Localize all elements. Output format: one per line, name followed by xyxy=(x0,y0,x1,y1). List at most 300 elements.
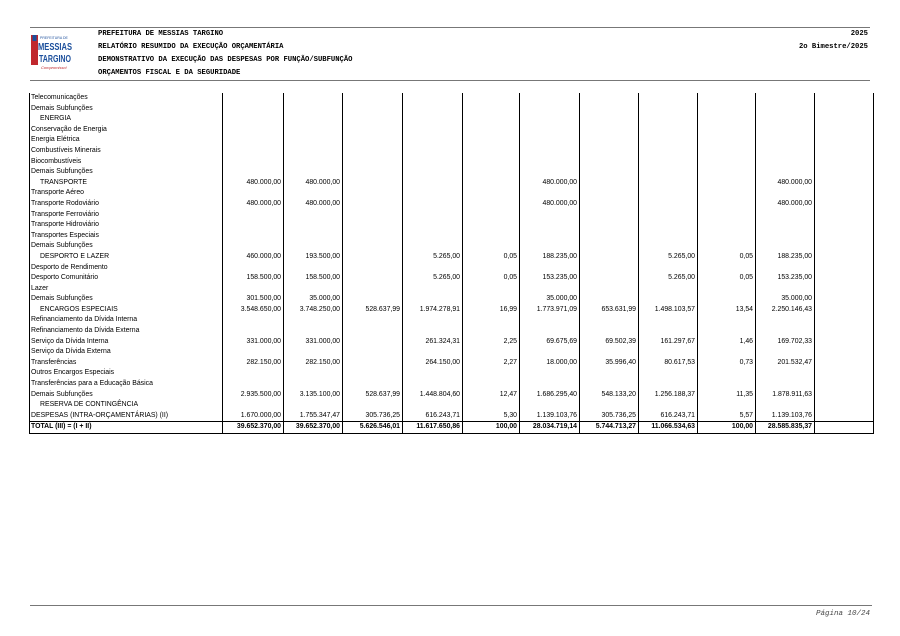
logo-text-targino: TARGINO xyxy=(39,54,72,65)
row-value: 11,35 xyxy=(698,390,756,401)
row-value xyxy=(403,125,463,136)
row-value xyxy=(284,241,343,252)
row-value xyxy=(698,188,756,199)
row-value xyxy=(639,125,698,136)
row-label: Conservação de Energia xyxy=(30,125,223,136)
row-label: ENCARGOS ESPECIAIS xyxy=(30,305,223,316)
row-value xyxy=(343,379,403,390)
row-value xyxy=(403,379,463,390)
row-value: 0,05 xyxy=(463,273,520,284)
row-value xyxy=(403,315,463,326)
row-value xyxy=(520,114,580,125)
row-value: 480.000,00 xyxy=(520,199,580,210)
table-row xyxy=(30,284,874,295)
row-value xyxy=(520,379,580,390)
row-value: 69.502,39 xyxy=(580,337,639,348)
row-value xyxy=(756,114,815,125)
row-value: 153.235,00 xyxy=(756,273,815,284)
row-value xyxy=(698,231,756,242)
row-value: 35.000,00 xyxy=(284,294,343,305)
row-value: 201.532,47 xyxy=(756,358,815,369)
row-value xyxy=(520,263,580,274)
row-value: 282.150,00 xyxy=(284,358,343,369)
row-value xyxy=(403,241,463,252)
row-value xyxy=(698,167,756,178)
row-value: 1.498.103,57 xyxy=(639,305,698,316)
row-value xyxy=(815,220,874,231)
row-value xyxy=(223,167,284,178)
row-value xyxy=(756,231,815,242)
header-top-rule xyxy=(30,27,870,28)
row-value xyxy=(815,252,874,263)
row-value: 2.250.146,43 xyxy=(756,305,815,316)
row-value xyxy=(580,241,639,252)
row-value xyxy=(815,263,874,274)
row-value xyxy=(639,379,698,390)
row-label: Serviço da Dívida Externa xyxy=(30,347,223,358)
row-value xyxy=(463,210,520,221)
row-value xyxy=(756,220,815,231)
row-value xyxy=(639,199,698,210)
row-value xyxy=(520,220,580,231)
row-value xyxy=(698,284,756,295)
row-value xyxy=(343,114,403,125)
budget-scope: ORÇAMENTOS FISCAL E DA SEGURIDADE xyxy=(98,69,241,77)
row-value xyxy=(463,125,520,136)
row-value: 2,27 xyxy=(463,358,520,369)
row-value: 188.235,00 xyxy=(520,252,580,263)
row-value: 35.000,00 xyxy=(756,294,815,305)
row-value xyxy=(284,284,343,295)
municipality-logo xyxy=(31,31,73,73)
row-value xyxy=(403,178,463,189)
row-value: 480.000,00 xyxy=(284,199,343,210)
row-value xyxy=(698,263,756,274)
row-value xyxy=(284,368,343,379)
row-value: 5,30 xyxy=(463,411,520,422)
row-value xyxy=(463,146,520,157)
row-value xyxy=(463,220,520,231)
row-value xyxy=(223,157,284,168)
row-value xyxy=(403,231,463,242)
row-value: 1.755.347,47 xyxy=(284,411,343,422)
row-value xyxy=(698,178,756,189)
row-value xyxy=(284,146,343,157)
row-value xyxy=(343,241,403,252)
row-value xyxy=(343,125,403,136)
row-value xyxy=(698,135,756,146)
logo-text-slogan: Compromisso! xyxy=(41,65,67,70)
row-value xyxy=(403,135,463,146)
row-label: Combustíveis Minerais xyxy=(30,146,223,157)
row-value xyxy=(756,188,815,199)
row-value xyxy=(698,315,756,326)
row-value xyxy=(343,252,403,263)
row-value xyxy=(284,114,343,125)
row-value xyxy=(403,146,463,157)
row-value xyxy=(580,294,639,305)
row-value xyxy=(815,294,874,305)
row-value xyxy=(815,167,874,178)
row-value xyxy=(698,210,756,221)
row-value xyxy=(463,284,520,295)
table-body xyxy=(30,93,874,434)
row-value: 301.500,00 xyxy=(223,294,284,305)
row-value xyxy=(520,93,580,104)
row-label: Lazer xyxy=(30,284,223,295)
row-label: TOTAL (III) = (I + II) xyxy=(30,422,223,434)
row-value: 1.139.103,76 xyxy=(520,411,580,422)
table-row xyxy=(30,167,874,178)
table-row xyxy=(30,157,874,168)
row-label: Transferências para a Educação Básica xyxy=(30,379,223,390)
row-value xyxy=(580,125,639,136)
row-value xyxy=(343,337,403,348)
row-value xyxy=(223,379,284,390)
row-value xyxy=(815,157,874,168)
row-value xyxy=(343,210,403,221)
row-value xyxy=(580,167,639,178)
row-value xyxy=(463,326,520,337)
row-value xyxy=(463,263,520,274)
row-value: 1.448.804,60 xyxy=(403,390,463,401)
row-value xyxy=(815,411,874,422)
row-value xyxy=(520,167,580,178)
row-value xyxy=(463,167,520,178)
table-row xyxy=(30,347,874,358)
row-value: 0,73 xyxy=(698,358,756,369)
table-row xyxy=(30,104,874,115)
row-value xyxy=(756,368,815,379)
row-value xyxy=(343,273,403,284)
row-value xyxy=(639,315,698,326)
row-value: 158.500,00 xyxy=(284,273,343,284)
table-row xyxy=(30,337,874,348)
row-value xyxy=(580,284,639,295)
row-value xyxy=(223,263,284,274)
row-value: 1,46 xyxy=(698,337,756,348)
row-value xyxy=(580,135,639,146)
row-value xyxy=(698,347,756,358)
row-value xyxy=(580,114,639,125)
table-row xyxy=(30,400,874,411)
row-value xyxy=(343,326,403,337)
row-value xyxy=(698,157,756,168)
row-value xyxy=(343,294,403,305)
row-value xyxy=(343,231,403,242)
logo-text-messias: MESSIAS xyxy=(38,42,73,53)
row-value: 2.935.500,00 xyxy=(223,390,284,401)
row-value xyxy=(815,358,874,369)
row-value xyxy=(698,125,756,136)
row-value xyxy=(223,284,284,295)
row-value: 39.652.370,00 xyxy=(223,422,284,434)
row-value xyxy=(463,368,520,379)
row-value xyxy=(580,220,639,231)
row-value xyxy=(639,178,698,189)
row-value: 548.133,20 xyxy=(580,390,639,401)
row-value: 188.235,00 xyxy=(756,252,815,263)
row-value xyxy=(223,241,284,252)
table-row xyxy=(30,326,874,337)
row-value: 653.631,99 xyxy=(580,305,639,316)
row-value xyxy=(463,199,520,210)
row-label: Demais Subfunções xyxy=(30,104,223,115)
row-value xyxy=(580,231,639,242)
row-value xyxy=(463,347,520,358)
row-value xyxy=(698,220,756,231)
row-value xyxy=(580,326,639,337)
table-row xyxy=(30,305,874,316)
row-value: 480.000,00 xyxy=(756,199,815,210)
row-label: Serviço da Dívida Interna xyxy=(30,337,223,348)
row-value xyxy=(815,315,874,326)
row-value xyxy=(343,146,403,157)
row-value: 1.773.971,09 xyxy=(520,305,580,316)
row-value xyxy=(639,368,698,379)
page-number: Página 10/24 xyxy=(815,610,870,618)
table-row xyxy=(30,263,874,274)
row-value: 16,99 xyxy=(463,305,520,316)
row-value xyxy=(223,125,284,136)
row-value xyxy=(520,347,580,358)
row-value xyxy=(639,114,698,125)
row-value: 480.000,00 xyxy=(284,178,343,189)
row-value: 5.265,00 xyxy=(639,273,698,284)
row-label: Refinanciamento da Dívida Interna xyxy=(30,315,223,326)
row-value xyxy=(756,157,815,168)
row-label: Biocombustíveis xyxy=(30,157,223,168)
row-value xyxy=(403,294,463,305)
row-value xyxy=(284,315,343,326)
row-value xyxy=(223,135,284,146)
table-row xyxy=(30,178,874,189)
row-value xyxy=(815,188,874,199)
row-value xyxy=(284,93,343,104)
row-value xyxy=(223,188,284,199)
row-value xyxy=(815,368,874,379)
row-value xyxy=(520,210,580,221)
row-value xyxy=(639,400,698,411)
row-value: 18.000,00 xyxy=(520,358,580,369)
row-value: 264.150,00 xyxy=(403,358,463,369)
row-value xyxy=(698,199,756,210)
row-value xyxy=(343,315,403,326)
row-value xyxy=(343,178,403,189)
row-value xyxy=(403,347,463,358)
row-value xyxy=(463,231,520,242)
table-row xyxy=(30,220,874,231)
row-value: 80.617,53 xyxy=(639,358,698,369)
row-value: 3.135.100,00 xyxy=(284,390,343,401)
row-value xyxy=(815,93,874,104)
row-value xyxy=(463,135,520,146)
row-value xyxy=(403,199,463,210)
row-value xyxy=(580,347,639,358)
row-value xyxy=(223,220,284,231)
row-value xyxy=(815,178,874,189)
row-value xyxy=(463,157,520,168)
row-value xyxy=(463,379,520,390)
row-value xyxy=(403,263,463,274)
row-value xyxy=(343,188,403,199)
row-value xyxy=(756,263,815,274)
row-value xyxy=(223,326,284,337)
row-value xyxy=(815,125,874,136)
row-value xyxy=(343,347,403,358)
row-value xyxy=(815,231,874,242)
row-value xyxy=(343,93,403,104)
row-value xyxy=(639,263,698,274)
row-value xyxy=(284,379,343,390)
row-label: RESERVA DE CONTINGÊNCIA xyxy=(30,400,223,411)
table-row xyxy=(30,411,874,422)
row-value xyxy=(815,400,874,411)
table-row xyxy=(30,199,874,210)
expenses-table xyxy=(29,93,874,434)
row-value xyxy=(284,104,343,115)
row-value xyxy=(463,188,520,199)
row-value: 331.000,00 xyxy=(284,337,343,348)
footer-rule xyxy=(30,605,872,606)
row-value: 1.878.911,63 xyxy=(756,390,815,401)
row-value: 616.243,71 xyxy=(403,411,463,422)
row-value xyxy=(343,199,403,210)
row-value xyxy=(520,104,580,115)
row-value: 0,05 xyxy=(463,252,520,263)
row-value: 5.265,00 xyxy=(403,252,463,263)
row-value xyxy=(463,241,520,252)
row-value xyxy=(756,167,815,178)
table-row xyxy=(30,210,874,221)
row-value xyxy=(756,347,815,358)
table-row xyxy=(30,93,874,104)
row-value: 5.265,00 xyxy=(403,273,463,284)
row-value xyxy=(343,220,403,231)
row-value xyxy=(343,104,403,115)
row-value xyxy=(698,368,756,379)
row-value xyxy=(815,135,874,146)
row-value: 161.297,67 xyxy=(639,337,698,348)
row-value xyxy=(698,146,756,157)
row-value xyxy=(639,210,698,221)
row-value: 261.324,31 xyxy=(403,337,463,348)
entity-name: PREFEITURA DE MESSIAS TARGINO xyxy=(98,30,224,38)
row-label: Energia Elétrica xyxy=(30,135,223,146)
row-value: 193.500,00 xyxy=(284,252,343,263)
row-value xyxy=(580,93,639,104)
row-label: Demais Subfunções xyxy=(30,241,223,252)
row-value xyxy=(284,135,343,146)
row-value xyxy=(223,315,284,326)
row-value xyxy=(223,347,284,358)
row-value xyxy=(403,114,463,125)
row-value xyxy=(815,347,874,358)
row-value: 158.500,00 xyxy=(223,273,284,284)
row-value: 0,05 xyxy=(698,273,756,284)
table-row xyxy=(30,252,874,263)
row-value xyxy=(639,284,698,295)
row-value xyxy=(698,114,756,125)
row-value xyxy=(698,379,756,390)
row-value xyxy=(284,188,343,199)
row-value xyxy=(403,400,463,411)
report-period: 2o Bimestre/2025 xyxy=(798,43,868,51)
row-value xyxy=(756,400,815,411)
row-value: 282.150,00 xyxy=(223,358,284,369)
row-value xyxy=(343,157,403,168)
row-value xyxy=(580,104,639,115)
row-value xyxy=(756,210,815,221)
row-value: 1.139.103,76 xyxy=(756,411,815,422)
row-value xyxy=(639,93,698,104)
row-value: 11.066.534,63 xyxy=(639,422,698,434)
row-value xyxy=(403,157,463,168)
row-value xyxy=(698,93,756,104)
row-value: 5.626.546,01 xyxy=(343,422,403,434)
row-value xyxy=(756,315,815,326)
row-value: 11.617.650,86 xyxy=(403,422,463,434)
row-value: 305.736,25 xyxy=(343,411,403,422)
row-value xyxy=(580,379,639,390)
row-value xyxy=(756,125,815,136)
table-row xyxy=(30,135,874,146)
row-value xyxy=(520,125,580,136)
row-value xyxy=(756,135,815,146)
row-value xyxy=(639,146,698,157)
row-value xyxy=(639,104,698,115)
row-value xyxy=(223,104,284,115)
row-value xyxy=(343,400,403,411)
row-value: 5.744.713,27 xyxy=(580,422,639,434)
row-value: 169.702,33 xyxy=(756,337,815,348)
row-value xyxy=(639,241,698,252)
row-label: Transportes Especiais xyxy=(30,231,223,242)
row-label: DESPORTO E LAZER xyxy=(30,252,223,263)
row-value: 100,00 xyxy=(698,422,756,434)
row-value xyxy=(463,294,520,305)
row-value xyxy=(698,400,756,411)
row-value xyxy=(223,400,284,411)
row-value: 1.686.295,40 xyxy=(520,390,580,401)
row-value: 480.000,00 xyxy=(223,199,284,210)
row-value: 480.000,00 xyxy=(756,178,815,189)
row-value xyxy=(756,284,815,295)
row-value xyxy=(223,93,284,104)
row-value xyxy=(403,284,463,295)
row-value xyxy=(343,358,403,369)
row-value: 616.243,71 xyxy=(639,411,698,422)
row-value: 2,25 xyxy=(463,337,520,348)
row-value xyxy=(756,241,815,252)
table-row xyxy=(30,368,874,379)
row-value xyxy=(698,104,756,115)
row-value xyxy=(815,104,874,115)
table-row xyxy=(30,273,874,284)
row-value xyxy=(403,220,463,231)
row-value xyxy=(815,390,874,401)
row-value xyxy=(284,326,343,337)
row-value xyxy=(463,178,520,189)
row-value xyxy=(520,284,580,295)
row-value: 100,00 xyxy=(463,422,520,434)
row-value xyxy=(284,210,343,221)
row-value xyxy=(403,210,463,221)
row-value xyxy=(580,146,639,157)
row-value: 480.000,00 xyxy=(223,178,284,189)
row-value xyxy=(343,167,403,178)
row-label: Transporte Rodoviário xyxy=(30,199,223,210)
